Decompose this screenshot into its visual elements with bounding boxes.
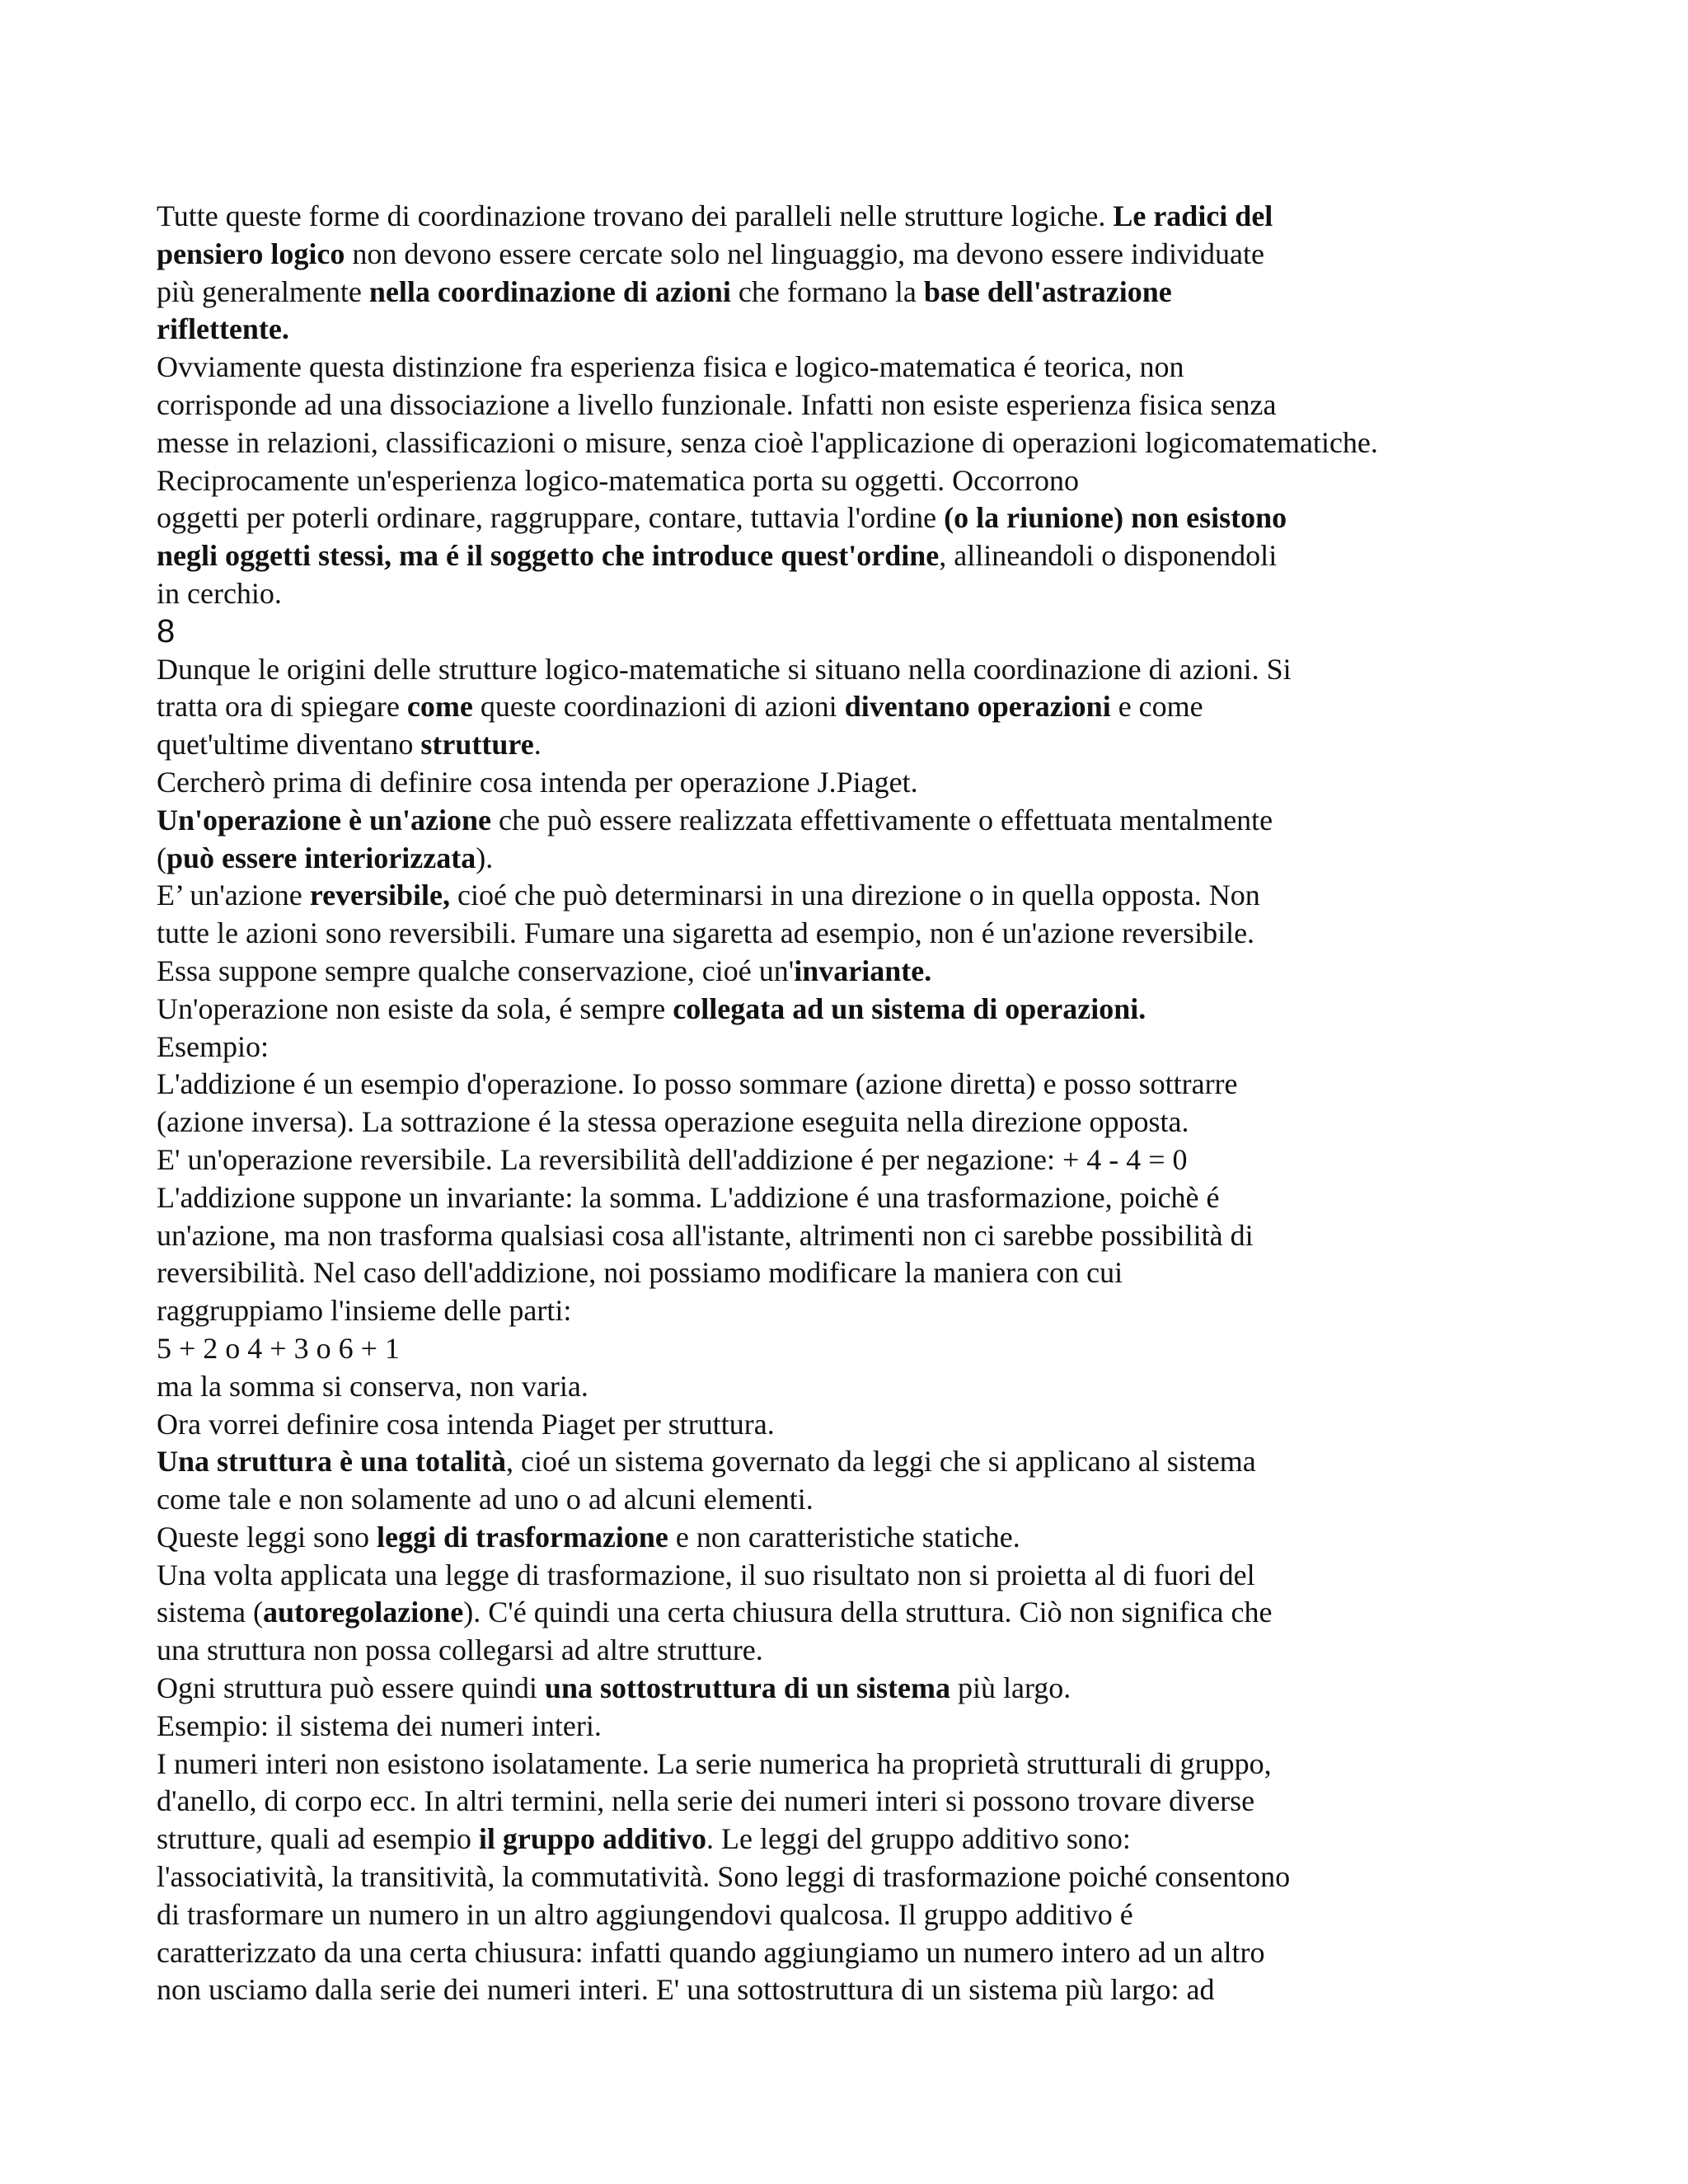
text-line	[157, 1594, 1558, 1632]
text-line	[157, 236, 1558, 274]
text-run: Essa suppone sempre qualche conservazione, cioé un'	[157, 954, 795, 987]
text-line	[157, 840, 1558, 878]
text-run: quet'ultime diventano	[157, 728, 421, 762]
text-line	[157, 764, 1558, 802]
text-line	[157, 953, 1558, 991]
bold-phrase: può essere interiorizzata	[166, 841, 476, 874]
document-body	[157, 198, 1558, 2009]
text-line	[157, 1406, 1558, 1444]
text-run: in cerchio.	[157, 576, 282, 610]
bold-phrase: negli oggetti stessi, ma é il soggetto che introduce quest'ordine	[157, 539, 940, 573]
text-line	[157, 688, 1558, 726]
text-run: Ogni struttura può essere quindi	[157, 1671, 545, 1705]
text-line	[157, 1821, 1558, 1858]
text-run: che può essere realizzata effettivamente o effettuata mentalmente	[490, 803, 1273, 837]
text-line	[157, 1066, 1558, 1104]
text-run: ).	[476, 841, 494, 874]
bold-phrase: invariante.	[794, 954, 932, 987]
text-run: Cercherò prima di definire cosa intenda per operazione J.Piaget.	[157, 765, 918, 799]
text-run: ). C'é quindi una certa chiusura della struttura. Ciò non significa che	[463, 1596, 1273, 1629]
text-line	[157, 1029, 1558, 1066]
text-line	[157, 349, 1558, 387]
text-run: caratterizzato da una certa chiusura: infatti quando aggiungiamo un numero intero ad un altro	[157, 1935, 1265, 1969]
text-run: di trasformare un numero in un altro aggiungendovi qualcosa. Il gruppo additivo é	[157, 1897, 1133, 1931]
text-run: Ovviamente questa distinzione fra esperienza fisica e logico-matematica é teorica, non	[157, 350, 1184, 384]
bold-phrase: Una struttura è una totalità	[157, 1445, 506, 1479]
text-line	[157, 802, 1558, 840]
bold-phrase: Un'operazione è un'azione	[157, 803, 491, 837]
text-run: corrisponde ad una dissociazione a livello funzionale. Infatti non esiste esperienza fisica senza	[157, 387, 1277, 421]
text-line	[157, 1746, 1558, 1783]
text-run: un'azione, ma non trasforma qualsiasi cosa all'istante, altrimenti non ci sarebbe possibilità di	[157, 1218, 1254, 1252]
text-line	[157, 1141, 1558, 1179]
text-line	[157, 1971, 1558, 2009]
text-run: Queste leggi sono	[157, 1520, 377, 1554]
text-run: Ora vorrei definire cosa intenda Piaget per struttura.	[157, 1407, 775, 1441]
bold-phrase: pensiero logico	[157, 237, 345, 270]
text-line	[157, 499, 1558, 537]
bold-phrase: leggi di trasformazione	[376, 1520, 668, 1554]
text-run: Esempio:	[157, 1029, 269, 1063]
text-run: Un'operazione non esiste da sola, é sempre	[157, 991, 673, 1025]
text-run: .	[533, 728, 542, 762]
text-line	[157, 424, 1558, 462]
text-line	[157, 537, 1558, 575]
text-run: non devono essere cercate solo nel linguaggio, ma devono essere individuate	[345, 237, 1264, 270]
text-line	[157, 387, 1558, 424]
text-run: Reciprocamente un'esperienza logico-matematica porta su oggetti. Occorrono	[157, 463, 1080, 497]
text-line	[157, 1670, 1558, 1708]
text-run: oggetti per poterli ordinare, raggruppare, contare, tuttavia l'ordine	[157, 501, 945, 535]
text-run: che formano la	[730, 274, 924, 308]
text-line	[157, 1330, 1558, 1368]
text-run: strutture, quali ad esempio	[157, 1822, 479, 1856]
text-run: Esempio: il sistema dei numeri interi.	[157, 1708, 602, 1742]
bold-phrase: autoregolazione	[262, 1596, 464, 1629]
text-run: più largo.	[950, 1671, 1071, 1705]
text-line	[157, 915, 1558, 953]
text-line	[157, 1179, 1558, 1217]
text-line	[157, 1443, 1558, 1481]
text-line	[157, 1858, 1558, 1896]
text-run: l'associatività, la transitività, la commutatività. Sono leggi di trasformazione poiché consentono	[157, 1860, 1291, 1894]
text-line	[157, 1481, 1558, 1519]
text-run: e non caratteristiche statiche.	[668, 1520, 1020, 1554]
text-run: una struttura non possa collegarsi ad altre strutture.	[157, 1633, 763, 1667]
text-run: non usciamo dalla serie dei numeri interi. E' una sottostruttura di un sistema più largo: ad	[157, 1973, 1215, 2007]
text-run: . Le leggi del gruppo additivo sono:	[706, 1822, 1131, 1856]
text-run: (azione inversa). La sottrazione é la stessa operazione eseguita nella direzione opposta.	[157, 1105, 1189, 1139]
text-run: più generalmente	[157, 274, 369, 308]
text-line	[157, 274, 1558, 312]
text-line	[157, 1934, 1558, 1972]
text-line	[157, 1557, 1558, 1595]
text-run: queste coordinazioni di azioni	[472, 690, 845, 724]
text-line	[157, 1254, 1558, 1292]
text-run: E' un'operazione reversibile. La reversibilità dell'addizione é per negazione: + 4 - 4 = 0	[157, 1142, 1188, 1176]
bold-phrase: il gruppo additivo	[478, 1822, 706, 1856]
bold-phrase: (o la riunione) non esistono	[944, 501, 1287, 535]
text-run: reversibilità. Nel caso dell'addizione, noi possiamo modificare la maniera con cui	[157, 1256, 1123, 1290]
text-run: , cioé un sistema governato da leggi che si applicano al sistema	[505, 1445, 1256, 1479]
bold-phrase: base dell'astrazione	[923, 274, 1172, 308]
text-run: sistema (	[157, 1596, 263, 1629]
text-run: e come	[1110, 690, 1203, 724]
text-run: Una volta applicata una legge di trasformazione, il suo risultato non si proietta al di fuori del	[157, 1558, 1255, 1591]
text-line	[157, 198, 1558, 236]
text-run: raggruppiamo l'insieme delle parti:	[157, 1294, 572, 1328]
bold-phrase: diventano operazioni	[844, 690, 1111, 724]
text-run: messe in relazioni, classificazioni o misure, senza cioè l'applicazione di operazioni logicomatematiche.	[157, 425, 1378, 459]
text-line	[157, 311, 1558, 349]
text-run: tratta ora di spiegare	[157, 690, 407, 724]
text-line	[157, 575, 1558, 613]
text-line	[157, 1783, 1558, 1821]
bold-phrase: reversibile,	[309, 879, 451, 912]
text-run: L'addizione é un esempio d'operazione. Io posso sommare (azione diretta) e posso sottrarre	[157, 1067, 1238, 1101]
text-run: Tutte queste forme di coordinazione trovano dei paralleli nelle strutture logiche.	[157, 199, 1114, 232]
text-line	[157, 1368, 1558, 1406]
text-line	[157, 1519, 1558, 1557]
text-run: I numeri interi non esistono isolatamente. La serie numerica ha proprietà strutturali di gruppo,	[157, 1746, 1272, 1780]
bold-phrase: nella coordinazione di azioni	[368, 274, 731, 308]
text-line	[157, 651, 1558, 689]
page-number: 8	[157, 612, 176, 649]
text-run: come tale e non solamente ad uno o ad alcuni elementi.	[157, 1483, 814, 1516]
text-line	[157, 462, 1558, 500]
text-run: 5 + 2 o 4 + 3 o 6 + 1	[157, 1331, 400, 1365]
bold-phrase: strutture	[420, 728, 534, 762]
text-run: (	[157, 841, 166, 874]
bold-phrase: una sottostruttura di un sistema	[544, 1671, 950, 1705]
text-run: d'anello, di corpo ecc. In altri termini, nella serie dei numeri interi si possono trovare diverse	[157, 1784, 1255, 1818]
bold-phrase: collegata ad un sistema di operazioni.	[673, 991, 1146, 1025]
text-line	[157, 1632, 1558, 1670]
text-line	[157, 991, 1558, 1029]
text-run: ma la somma si conserva, non varia.	[157, 1369, 588, 1403]
text-run: Dunque le origini delle strutture logico-matematiche si situano nella coordinazione di azioni. Si	[157, 652, 1292, 686]
text-run: , allineandoli o disponendoli	[939, 539, 1278, 573]
text-line	[157, 1292, 1558, 1330]
text-line	[157, 1896, 1558, 1934]
bold-phrase: come	[406, 690, 473, 724]
text-run: tutte le azioni sono reversibili. Fumare una sigaretta ad esempio, non é un'azione reversibile.	[157, 916, 1255, 950]
text-line	[157, 1104, 1558, 1141]
bold-phrase: Le radici del	[1113, 199, 1273, 232]
text-line	[157, 1217, 1558, 1255]
text-run: cioé che può determinarsi in una direzione o in quella opposta. Non	[450, 879, 1260, 912]
text-line	[157, 877, 1558, 915]
text-line	[157, 726, 1558, 764]
text-line	[157, 1708, 1558, 1746]
text-run: E’ un'azione	[157, 879, 310, 912]
bold-phrase: riflettente.	[157, 312, 289, 346]
text-run: L'addizione suppone un invariante: la somma. L'addizione é una trasformazione, poichè é	[157, 1180, 1220, 1214]
